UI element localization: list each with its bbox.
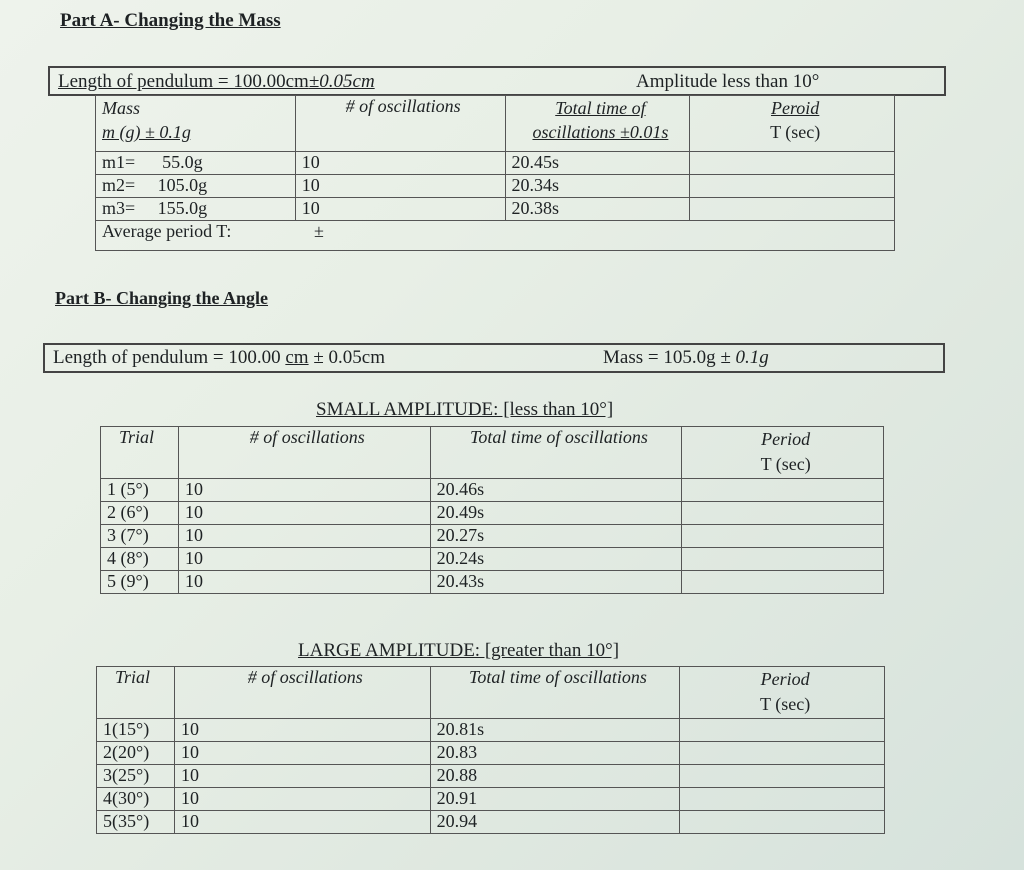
period-header-line1: Peroid [770, 98, 820, 118]
osc-cell: 10 [174, 719, 430, 742]
mass-cell [96, 198, 296, 221]
time-cell: 20.43s [430, 571, 682, 594]
trial-cell: 5(35°) [97, 811, 175, 834]
period-cell[interactable] [680, 788, 885, 811]
part-a-length-label: Length of pendulum = 100.00cm [58, 71, 309, 92]
period-cell[interactable] [682, 502, 884, 525]
period-cell[interactable] [682, 479, 884, 502]
period-cell[interactable] [690, 152, 895, 175]
trial-cell: 2 (6°) [101, 502, 179, 525]
time-cell: 20.49s [430, 502, 682, 525]
osc-cell: 10 [295, 198, 505, 221]
mass-label: m3= [102, 198, 136, 218]
part-a-length-box [48, 66, 946, 96]
period-cell[interactable] [690, 198, 895, 221]
time-cell: 20.94 [430, 811, 680, 834]
time-cell: 20.45s [505, 152, 690, 175]
mass-value: 105.0g [157, 175, 208, 195]
trial-cell: 1 (5°) [101, 479, 179, 502]
mass-cell [96, 175, 296, 198]
period-cell[interactable] [682, 548, 884, 571]
trial-cell: 4(30°) [97, 788, 175, 811]
time-cell: 20.24s [430, 548, 682, 571]
period-cell[interactable] [680, 811, 885, 834]
time-cell: 20.27s [430, 525, 682, 548]
large-amplitude-table [96, 666, 885, 834]
osc-cell: 10 [174, 742, 430, 765]
part-b-mass-label: Mass = 105.0g [603, 347, 716, 368]
time-header: Total time of oscillations [430, 667, 680, 719]
osc-cell: 10 [178, 548, 430, 571]
period-cell[interactable] [682, 525, 884, 548]
period-header-line2: T (sec) [760, 454, 811, 474]
small-amplitude-title: SMALL AMPLITUDE: [less than 10°] [316, 399, 614, 420]
time-cell: 20.46s [430, 479, 682, 502]
part-a-heading: Part A- Changing the Mass [60, 10, 281, 31]
time-cell: 20.91 [430, 788, 680, 811]
trial-header: Trial [97, 667, 175, 719]
osc-cell: 10 [295, 152, 505, 175]
osc-cell: 10 [178, 479, 430, 502]
time-header: Total time of oscillations [430, 427, 682, 479]
osc-cell: 10 [178, 502, 430, 525]
time-header-line2: oscillations ±0.01s [532, 122, 669, 142]
part-b-length-uncertainty: ± 0.05cm [313, 347, 385, 368]
osc-cell: 10 [174, 765, 430, 788]
period-cell[interactable] [680, 765, 885, 788]
mass-label: m2= [102, 175, 136, 195]
trial-cell: 5 (9°) [101, 571, 179, 594]
period-header-line1: Period [761, 429, 811, 449]
trial-cell: 1(15°) [97, 719, 175, 742]
mass-value: 155.0g [157, 198, 208, 218]
time-cell: 20.38s [505, 198, 690, 221]
mass-header-line2: m (g) ± 0.1g [102, 122, 191, 142]
osc-cell: 10 [178, 525, 430, 548]
osc-cell: 10 [178, 571, 430, 594]
mass-cell [96, 152, 296, 175]
osc-cell: 10 [174, 788, 430, 811]
part-b-length-label: Length of pendulum = 100.00 [53, 347, 281, 368]
period-header-line2: T (sec) [760, 694, 811, 714]
time-cell: 20.88 [430, 765, 680, 788]
period-header-line1: Period [760, 669, 810, 689]
period-cell[interactable] [680, 742, 885, 765]
osc-header: # of oscillations [178, 427, 430, 479]
trial-cell: 3 (7°) [101, 525, 179, 548]
large-amplitude-title: LARGE AMPLITUDE: [greater than 10°] [298, 640, 620, 661]
period-cell[interactable] [682, 571, 884, 594]
period-cell[interactable] [690, 175, 895, 198]
trial-header: Trial [101, 427, 179, 479]
osc-cell: 10 [174, 811, 430, 834]
part-b-length-cm: cm [285, 347, 309, 368]
time-header-line1: Total time of [555, 98, 646, 118]
time-cell: 20.34s [505, 175, 690, 198]
part-a-table [95, 95, 895, 251]
trial-cell: 2(20°) [97, 742, 175, 765]
part-b-heading: Part B- Changing the Angle [55, 288, 269, 308]
part-a-length-uncertainty: ±0.05cm [308, 71, 375, 92]
osc-header: # of oscillations [295, 96, 505, 152]
time-cell: 20.83 [430, 742, 680, 765]
average-period-pm: ± [314, 221, 324, 241]
small-amplitude-table [100, 426, 884, 594]
part-b-info-box [43, 343, 945, 373]
mass-value: 55.0g [162, 152, 203, 172]
osc-cell: 10 [295, 175, 505, 198]
mass-label: m1= [102, 152, 136, 172]
trial-cell: 4 (8°) [101, 548, 179, 571]
period-header-line2: T (sec) [770, 122, 821, 142]
part-b-mass-uncertainty: ± 0.1g [720, 347, 769, 368]
part-a-amplitude: Amplitude less than 10° [636, 71, 820, 92]
period-cell[interactable] [680, 719, 885, 742]
average-period-label: Average period T: [102, 221, 232, 241]
time-cell: 20.81s [430, 719, 680, 742]
trial-cell: 3(25°) [97, 765, 175, 788]
osc-header: # of oscillations [174, 667, 430, 719]
mass-header-line1: Mass [102, 98, 141, 118]
